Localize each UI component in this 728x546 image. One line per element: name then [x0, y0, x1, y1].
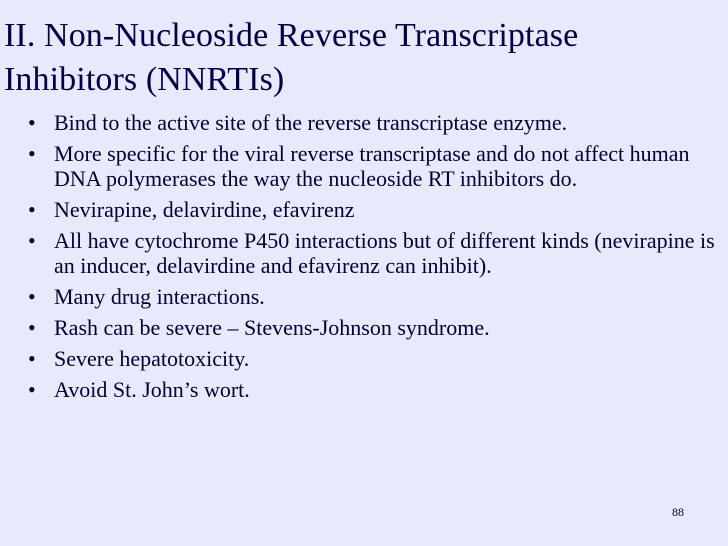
- bullet-text: Avoid St. John’s wort.: [54, 377, 250, 402]
- bullet-item: [28, 141, 723, 191]
- bullet-icon: •: [28, 315, 36, 340]
- bullet-item: [28, 110, 723, 135]
- bullet-text: More specific for the viral reverse transcriptase and do not affect human DNA polymerases the way the nucleoside RT inhibitors do.: [54, 141, 690, 191]
- bullet-icon: •: [28, 197, 36, 222]
- bullet-item: [28, 346, 723, 371]
- bullet-text: Nevirapine, delavirdine, efavirenz: [54, 197, 355, 222]
- bullet-text: Many drug interactions.: [54, 284, 265, 309]
- bullet-item: [28, 284, 723, 309]
- page-number: 88: [672, 505, 684, 519]
- bullet-text: Bind to the active site of the reverse transcriptase enzyme.: [54, 110, 568, 135]
- bullet-icon: •: [28, 141, 36, 166]
- bullet-item: [28, 197, 723, 222]
- bullet-icon: •: [28, 377, 36, 402]
- bullet-item: [28, 228, 723, 278]
- bullet-text: Severe hepatotoxicity.: [54, 346, 250, 371]
- bullet-icon: •: [28, 110, 36, 135]
- bullet-text: Rash can be severe – Stevens-Johnson syndrome.: [54, 315, 490, 340]
- bullet-icon: •: [28, 346, 36, 371]
- bullet-list: [28, 110, 723, 408]
- bullet-icon: •: [28, 228, 36, 253]
- slide-title: II. Non-Nucleoside Reverse Transcriptase Inhibitors (NNRTIs): [4, 17, 579, 98]
- bullet-text: All have cytochrome P450 interactions but of different kinds (nevirapine is an inducer, delavirdine and efavirenz can inhibit).: [54, 228, 715, 278]
- bullet-icon: •: [28, 284, 36, 309]
- bullet-item: [28, 315, 723, 340]
- bullet-item: [28, 377, 723, 402]
